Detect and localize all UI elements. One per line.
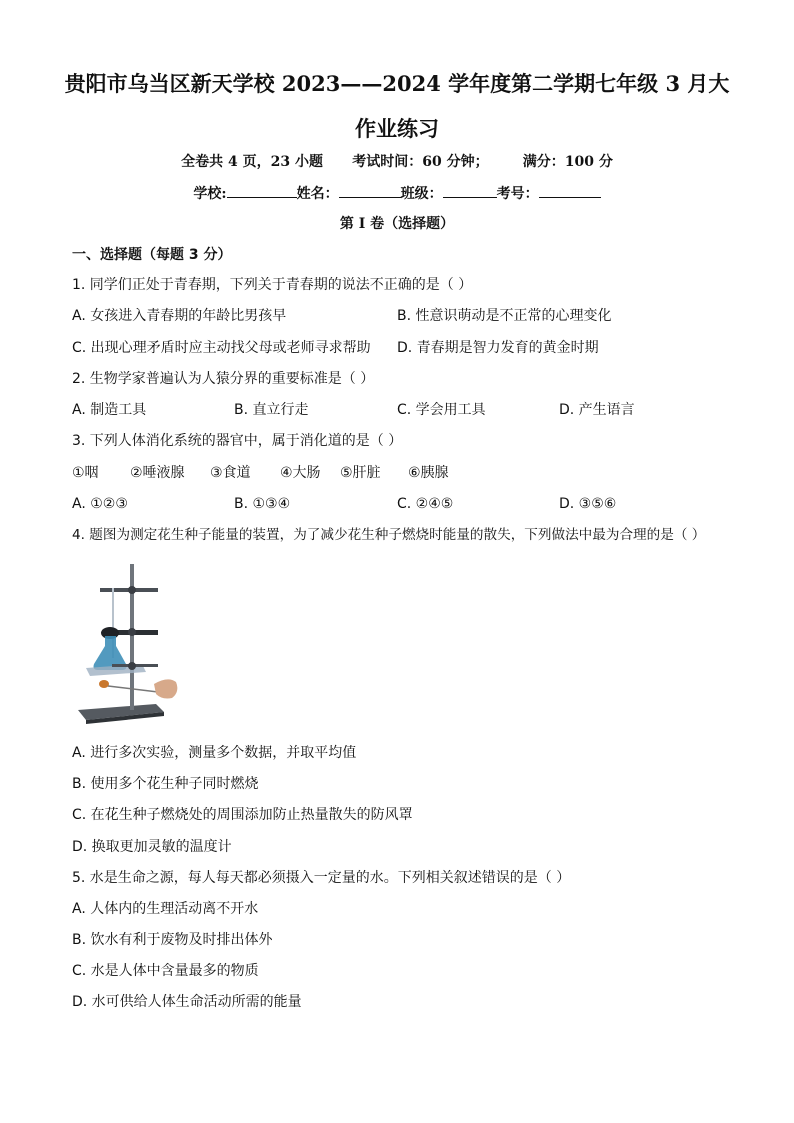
question-1-stem: 1. 同学们正处于青春期，下列关于青春期的说法不正确的是（ ） [72, 277, 473, 293]
question-5-option-d: D. 水可供给人体生命活动所需的能量 [72, 994, 302, 1010]
question-1-option-b: B. 性意识萌动是不正常的心理变化 [397, 308, 612, 324]
peanut-seed [99, 680, 109, 688]
question-2-option-a: A. 制造工具 [72, 402, 147, 418]
question-4-option-d: D. 换取更加灵敏的温度计 [72, 839, 232, 855]
question-1-option-d: D. 青春期是智力发育的黄金时期 [397, 340, 599, 356]
question-3-item-4: ④大肠 [280, 465, 321, 481]
question-3-option-c: C. ②④⑤ [397, 496, 454, 512]
exam-title-line2: 作业练习 [355, 116, 439, 141]
question-4-option-a: A. 进行多次实验，测量多个数据，并取平均值 [72, 745, 357, 761]
question-3-item-2: ②唾液腺 [130, 465, 185, 481]
question-2-option-d: D. 产生语言 [559, 402, 635, 418]
question-3-item-1: ①咽 [72, 465, 99, 481]
school-blank [227, 183, 297, 198]
question-5-option-c: C. 水是人体中含量最多的物质 [72, 963, 259, 979]
question-2-option-c: C. 学会用工具 [397, 402, 486, 418]
name-blank [339, 183, 401, 198]
class-label: 班级： [400, 186, 443, 202]
question-4-option-c: C. 在花生种子燃烧处的周围添加防止热量散失的防风罩 [72, 807, 413, 823]
student-info-row [40, 183, 754, 203]
exam-info: 全卷共 4 页，23 小题 考试时间：60 分钟； 满分：100 分 [181, 154, 613, 170]
section-heading: 一、选择题（每题 3 分） [72, 247, 232, 263]
question-4-stem: 4. 题图为测定花生种子能量的装置，为了减少花生种子燃烧时能量的散失，下列做法中最为合理的是（ ） [72, 527, 706, 543]
question-5-option-b: B. 饮水有利于废物及时排出体外 [72, 932, 273, 948]
name-label: 姓名： [296, 186, 339, 202]
school-label: 学校: [193, 186, 227, 202]
number-blank [539, 183, 601, 198]
peanut-energy-apparatus-image [72, 560, 182, 728]
question-1-option-c: C. 出现心理矛盾时应主动找父母或老师寻求帮助 [72, 340, 371, 356]
question-3-stem: 3. 下列人体消化系统的器官中，属于消化道的是（ ） [72, 433, 403, 449]
number-label: 考号： [496, 186, 539, 202]
question-5-option-a: A. 人体内的生理活动离不开水 [72, 901, 259, 917]
question-3-item-5: ⑤肝脏 [340, 465, 381, 481]
question-3-option-a: A. ①②③ [72, 496, 128, 512]
question-5-stem: 5. 水是生命之源，每人每天都必须摄入一定量的水。下列相关叙述错误的是（ ） [72, 870, 571, 886]
exam-title-line1: 贵阳市乌当区新天学校 2023——2024 学年度第二学期七年级 3 月大 [64, 71, 730, 96]
question-4-option-b: B. 使用多个花生种子同时燃烧 [72, 776, 259, 792]
question-2-stem: 2. 生物学家普遍认为人猿分界的重要标准是（ ） [72, 371, 375, 387]
question-3-option-d: D. ③⑤⑥ [559, 496, 617, 512]
part-title: 第 I 卷（选择题） [339, 216, 455, 232]
question-3-item-6: ⑥胰腺 [408, 465, 449, 481]
question-1-option-a: A. 女孩进入青春期的年龄比男孩早 [72, 308, 287, 324]
question-3-item-3: ③食道 [210, 465, 251, 481]
class-blank [443, 183, 497, 198]
question-2-option-b: B. 直立行走 [234, 402, 309, 418]
question-3-option-b: B. ①③④ [234, 496, 291, 512]
